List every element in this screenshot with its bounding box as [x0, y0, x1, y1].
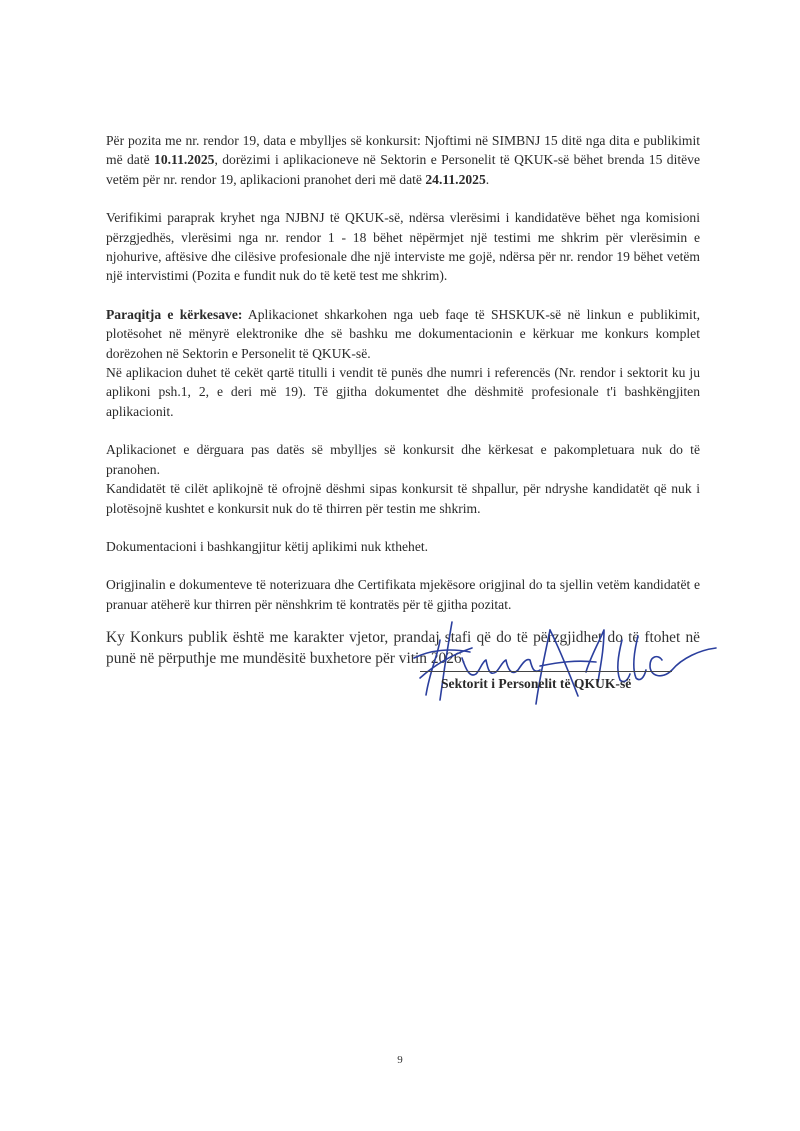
candidate-evidence-paragraph: Kandidatët të cilët aplikojnë të ofrojnë dëshmi sipas konkursit të shpallur, për ndryshe kandidatët që nuk i plotësojnë kushtet e konkursit nuk do të thirren për testin me shkrim. — [106, 481, 700, 516]
originals-paragraph: Origjinalin e dokumenteve të noterizuara dhe Certifikata mjekësore origjinal do ta sjellin vetëm kandidatët e pranuar atëherë kur thirren për nënshkrim të kontratës për të gjitha pozitat. — [106, 577, 700, 612]
page-number: 9 — [397, 1054, 403, 1066]
closing-date-paragraph — [106, 131, 700, 189]
documents-not-returned-paragraph: Dokumentacioni i bashkangjitur këtij aplikimi nuk kthehet. — [106, 538, 429, 554]
handwritten-signature — [400, 600, 760, 710]
verification-paragraph: Verifikimi paraprak kryhet nga NJBNJ të QKUK-së, ndërsa vlerësimi i kandidatëve bëhet nga komisioni përzgjedhës, vlerësimi nga nr. rendor 1 - 18 bëhet nëpërmjet një testimi me shkrim për vlerësimin e njohurive, aftësive dhe cilësive profesionale dhe një interviste me gojë, ndërsa për nr. rendor 19 bëhet vetëm një intervistimi (Pozita e fundit nuk do të ketë test me shkrim). — [106, 210, 700, 284]
publication-date: 10.11.2025 — [154, 152, 215, 168]
closing-date-text-cont: , dorëzimi i aplikacioneve në Sektorin e Personelit të QKUK-së bëhet brenda 15 ditëve vetëm për nr. rendor 19, aplikacioni pranohet deri më datë — [106, 152, 701, 187]
late-applications-paragraph: Aplikacionet e dërguara pas datës së mbylljes së konkursit dhe kërkesat e pakompletuara nuk do të pranohen. — [106, 442, 700, 477]
annual-competition-paragraph: Ky Konkurs publik është me karakter vjetor, prandaj stafi që do të përzgjidhet do të ftohet në punë në përputhje me mundësitë buxhetore për vitin 2026. — [106, 629, 700, 667]
submission-text: Aplikacionet shkarkohen nga ueb faqe të SHSKUK-së në linkun e publikimit, plotësohet në mënyrë elektronike dhe së bashku me dokumentacionin e kërkuar me konkurs komplet dorëzohen në Sektorin e Personelit të QKUK-së. — [106, 306, 700, 361]
closing-date-text: Për pozita me nr. rendor 19, data e mbylljes së konkursit: Njoftimi në SIMBNJ 15 ditë nga dita e publikimit më datë — [106, 133, 700, 168]
closing-date-period: . — [485, 171, 490, 187]
document-body — [106, 131, 700, 669]
signature-line — [420, 671, 672, 672]
signature-caption: Sektorit i Personelit të QKUK-së — [441, 676, 632, 691]
submission-paragraph — [106, 305, 700, 363]
deadline-date: 24.11.2025 — [425, 171, 486, 187]
submission-heading: Paraqitja e kërkesave: — [106, 306, 243, 322]
application-reference-paragraph: Në aplikacion duhet të cekët qartë titulli i vendit të punës dhe numri i referencës (Nr. rendor i sektorit ku ju aplikoni psh.1, 2, e deri më 19). Të gjitha dokumentet dhe dëshmitë profesionale t'i bashkëngjiten aplikacionit. — [106, 365, 700, 419]
